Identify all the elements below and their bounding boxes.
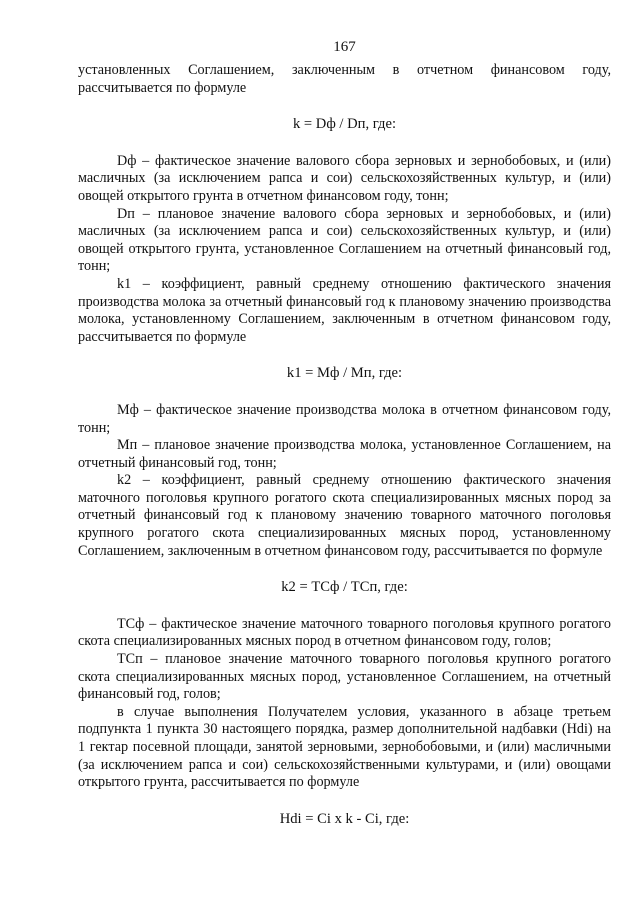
- paragraph-text: Dп – плановое значение валового сбора зерновых и зернобобовых, и (или) масличных (за исключением рапса и сои) сельскохозяйственных культур, и (или) овощей открытого грунта, установленное Соглашением на отчетный финансовый год, тонн;: [78, 205, 611, 275]
- formula-k1: k1 = Мф / Мп, где:: [286, 365, 403, 382]
- formula-k: k = Dф / Dп, где:: [292, 116, 397, 133]
- paragraph-text: Мп – плановое значение производства молока, установленное Соглашением, на отчетный финансовый год, тонн;: [78, 437, 611, 471]
- paragraph-text: ТСф – фактическое значение маточного товарного поголовья крупного рогатого скота специализированных мясных пород в отчетном финансовом году, голов;: [78, 615, 611, 650]
- paragraph-text: Dф – фактическое значение валового сбора зерновых и зернобобовых, и (или) масличных (за исключением рапса и сои) сельскохозяйственных культур, и (или) овощей открытого грунта в отчетном финансовом году, тонн;: [78, 152, 611, 204]
- paragraph-text: ТСп – плановое значение маточного товарного поголовья крупного рогатого скота специализированных мясных пород, установленное Соглашением, на отчетный финансовый год, голов;: [78, 651, 611, 703]
- page-number: 167: [333, 39, 356, 55]
- paragraph-text: k1 – коэффициент, равный среднему отношению фактического значения производства молока за отчетный финансовый год к плановому значению производства молока, установленному Соглашением, заключенным в отчетном финансовом году, рассчитывается по формуле: [78, 275, 611, 345]
- formula-k2: k2 = ТСф / ТСп, где:: [281, 579, 408, 596]
- paragraph-text: установленных Соглашением, заключенным в отчетном финансовом году, рассчитывается по формуле: [78, 62, 611, 96]
- paragraph-text: в случае выполнения Получателем условия, указанного в абзаце третьем подпункта 1 пункта 30 настоящего порядка, размер дополнительной надбавки (Нdi) на 1 гектар посевной площади, занятой зерновыми, зернобобовыми, и (или) масличными (за исключением рапса и сои) сельскохозяйственными культурами, и (или) овощами открытого грунта, рассчитывается по формуле: [78, 703, 611, 791]
- paragraph-text: k2 – коэффициент, равный среднему отношению фактического значения маточного поголовья крупного рогатого скота специализированных мясных пород за отчетный финансовый год к плановому значению товарного маточного поголовья крупного рогатого скота специализированных мясных пород, установленному Соглашением, заключенным в отчетном финансовом году, рассчитывается по формуле: [78, 472, 611, 559]
- formula-ndi: Нdi = Ci x k - Ci, где:: [279, 810, 410, 827]
- document-page: [78, 38, 611, 828]
- paragraph-text: Мф – фактическое значение производства молока в отчетном финансовом году, тонн;: [78, 401, 611, 436]
